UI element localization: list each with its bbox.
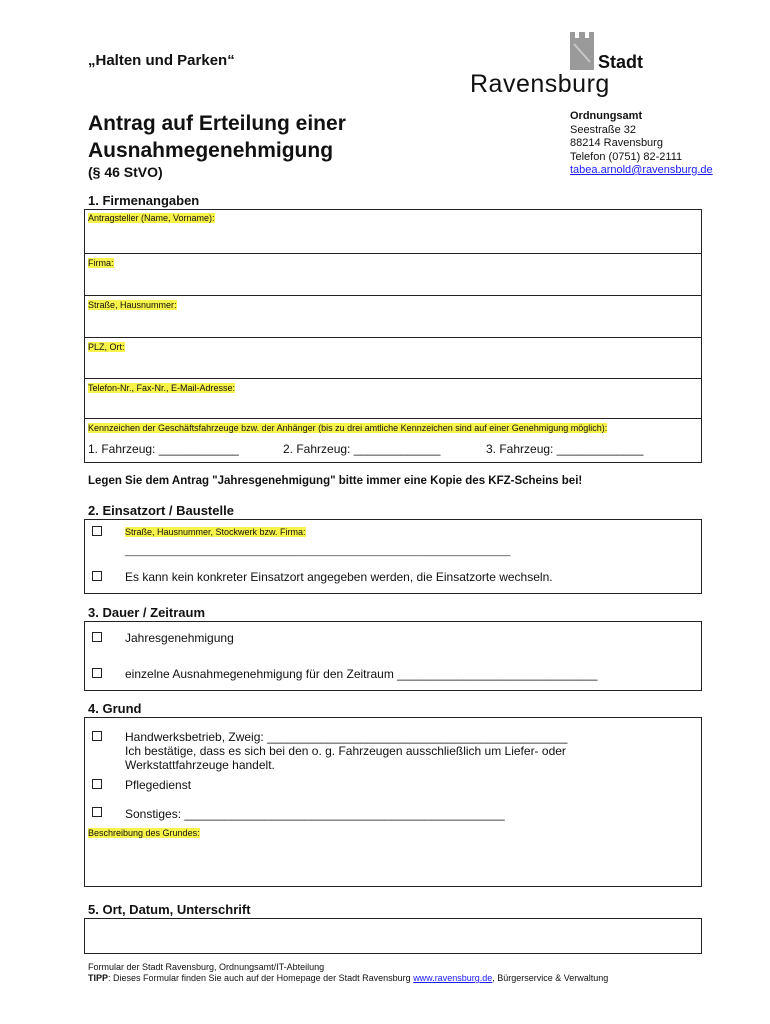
office-name: Ordnungsamt (570, 110, 643, 122)
page-title (88, 110, 346, 164)
field-label: Telefon-Nr., Fax-Nr., E-Mail-Adresse: (88, 383, 236, 393)
field-label: Kennzeichen der Geschäftsfahrzeuge bzw. der Anhänger (bis zu drei amtliche Kennzeichen sind auf einer Genehmigung möglich): (88, 423, 608, 433)
footer-line-1: Formular der Stadt Ravensburg, Ordnungsamt/IT-Abteilung (88, 962, 325, 972)
field-street[interactable] (84, 295, 702, 337)
field-license-plates (84, 418, 702, 463)
care-service-label: Pflegedienst (125, 778, 192, 792)
section-5-title: 5. Ort, Datum, Unterschrift (88, 902, 251, 917)
office-city: 88214 Ravensburg (570, 137, 663, 149)
footer (88, 962, 608, 984)
office-email-link[interactable]: tabea.arnold@ravensburg.de (570, 164, 713, 176)
craft-business-confirm-2: Werkstattfahrzeuge handelt. (125, 758, 275, 772)
annual-permit-label: Jahresgenehmigung (125, 631, 234, 645)
office-phone: Telefon (0751) 82-2111 (570, 150, 683, 163)
field-company[interactable] (84, 253, 702, 295)
vehicle-3-field[interactable]: 3. Fahrzeug: _____________ (486, 442, 644, 456)
vehicle-registration-note: Legen Sie dem Antrag "Jahresgenehmigung" bitte immer eine Kopie des KFZ-Scheins bei! (88, 475, 583, 487)
title-line-2: Ausnahmegenehmigung (88, 139, 334, 162)
title-line-1: Antrag auf Erteilung einer (88, 112, 346, 135)
care-service-checkbox[interactable] (92, 779, 102, 789)
field-contact[interactable] (84, 378, 702, 418)
tagline: „Halten und Parken“ (88, 52, 235, 69)
office-street: Seestraße 32 (570, 123, 637, 136)
tip-label: TIPP (88, 973, 109, 983)
other-reason-label: Sonstiges: ________________________________________________ (125, 807, 505, 821)
location-changing-checkbox[interactable] (92, 571, 102, 581)
location-specific-label: Straße, Hausnummer, Stockwerk bzw. Firma: (125, 527, 306, 537)
vehicle-2-field[interactable]: 2. Fahrzeug: _____________ (283, 442, 441, 456)
craft-business-text (125, 730, 567, 772)
field-zip-city[interactable] (84, 337, 702, 378)
title-paragraph: (§ 46 StVO) (88, 164, 163, 180)
field-label: Firma: (88, 258, 114, 268)
field-label: Straße, Hausnummer: (88, 300, 177, 310)
single-permit-label: einzelne Ausnahmegenehmigung für den Zeitraum ______________________________ (125, 667, 598, 681)
section-4-title: 4. Grund (88, 701, 142, 716)
website-link[interactable]: www.ravensburg.de (413, 973, 493, 983)
craft-business-confirm-1: Ich bestätige, dass es sich bei den o. g. Fahrzeugen ausschließlich um Liefer- oder (125, 744, 566, 758)
tip-end: , Bürgerservice & Verwaltung (492, 973, 609, 983)
city-logo (470, 30, 670, 100)
annual-permit-checkbox[interactable] (92, 632, 102, 642)
location-specific-input[interactable]: _____________________________________________________________________________ (125, 546, 511, 556)
field-label: PLZ, Ort: (88, 342, 125, 352)
office-address (570, 110, 713, 178)
field-label: Antragsteller (Name, Vorname): (88, 213, 215, 223)
vehicle-1-field[interactable]: 1. Fahrzeug: ____________ (88, 442, 239, 456)
other-reason-checkbox[interactable] (92, 807, 102, 817)
tip-text: : Dieses Formular finden Sie auch auf der Homepage der Stadt Ravensburg (108, 973, 414, 983)
craft-business-label: Handwerksbetrieb, Zweig: _____________________________________________ (125, 730, 568, 744)
logo-word-stadt: Stadt (598, 52, 643, 72)
logo-word-ravensburg: Ravensburg (470, 70, 610, 98)
section-2-title: 2. Einsatzort / Baustelle (88, 503, 234, 518)
reason-description-label: Beschreibung des Grundes: (88, 828, 200, 838)
location-specific-checkbox[interactable] (92, 526, 102, 536)
tower-icon (570, 32, 594, 70)
reason-description-field[interactable] (84, 840, 702, 886)
location-changing-label: Es kann kein konkreter Einsatzort angegeben werden, die Einsatzorte wechseln. (125, 570, 553, 584)
signature-field[interactable] (84, 918, 702, 954)
section-1-title: 1. Firmenangaben (88, 193, 200, 208)
section-3-title: 3. Dauer / Zeitraum (88, 605, 206, 620)
footer-line-2 (88, 973, 608, 984)
single-permit-checkbox[interactable] (92, 668, 102, 678)
craft-business-checkbox[interactable] (92, 731, 102, 741)
field-applicant[interactable] (84, 209, 702, 253)
